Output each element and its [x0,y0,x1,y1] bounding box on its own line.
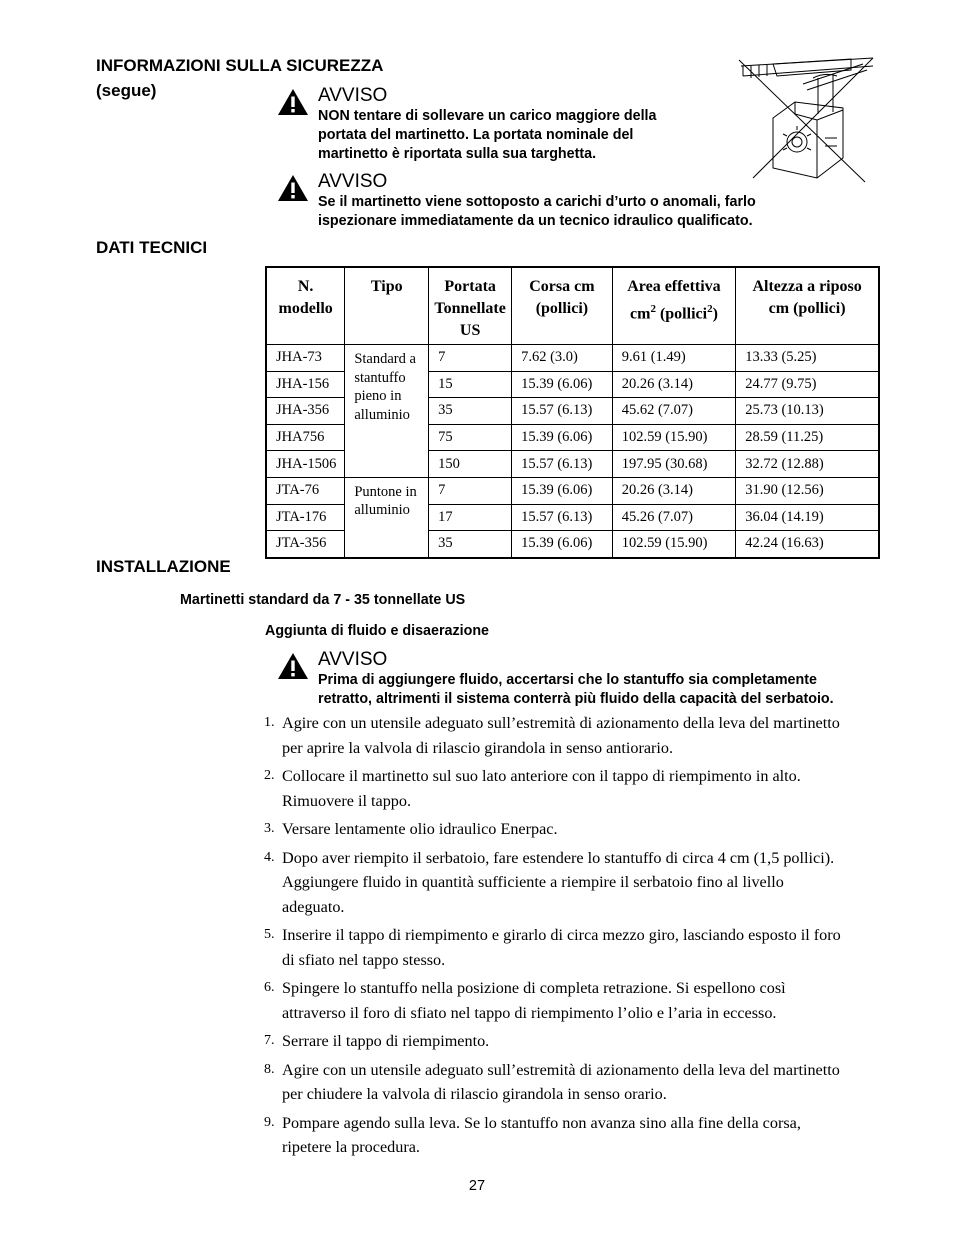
warning-title: AVVISO [318,171,388,192]
installation-subheading: Martinetti standard da 7 - 35 tonnellate US [180,592,466,608]
table-row: JHA756 75 15.39 (6.06) 102.59 (15.90) 28.59 (11.25) [266,424,879,451]
list-item: 4. Dopo aver riempito il serbatoio, fare estendere lo stantuffo di circa 4 cm (1,5 pollici). Aggiungere fluido in quantità sufficiente a riempire il serbatoio fino al livello adeguato. [264,848,835,916]
table-row: JHA-356 35 15.57 (6.13) 45.62 (7.07) 25.73 (10.13) [266,398,879,425]
list-item: 6. Spingere lo stantuffo nella posizione di completa retrazione. Si espellono così attraverso il foro di sfiato nel tappo di riempimento l’olio e l’aria in eccesso. [264,979,786,1022]
list-item: 7. Serrare il tappo di riempimento. [264,1032,490,1050]
list-item: 5. Inserire il tappo di riempimento e girarlo di circa mezzo giro, lasciando esposto il foro di sfiato nel tappo stesso. [264,926,841,969]
list-item: 8. Agire con un utensile adeguato sull’estremità di azionamento della leva del martinetto per chiudere la valvola di rilascio girandola in senso orario. [264,1060,840,1103]
col-header-height: Altezza a riposo cm (pollici) [736,267,879,345]
specs-heading: DATI TECNICI [96,238,208,257]
warning-fluid-fill [277,649,887,711]
col-header-capacity: Portata Tonnellate US [429,267,512,345]
list-item: 9. Pompare agendo sulla leva. Se lo stantuffo non avanza sino alla fine della corsa, ripetere la procedura. [264,1113,801,1156]
page-number: 27 [468,1178,486,1194]
table-row: JHA-1506 150 15.57 (6.13) 197.95 (30.68) 32.72 (12.88) [266,451,879,478]
installation-heading: INSTALLAZIONE [96,557,231,576]
warning-triangle-icon [277,652,309,680]
warning-title: AVVISO [318,85,388,106]
jack-off-center-load-illustration [733,54,878,184]
type-standard: Standard a stantuffo pieno in alluminio [345,345,429,478]
warning-load-capacity [277,85,717,165]
table-row: JTA-176 17 15.57 (6.13) 45.26 (7.07) 36.04 (14.19) [266,504,879,531]
safety-subheading: (segue) [96,81,157,100]
warning-text: Prima di aggiungere fluido, accertarsi che lo stantuffo sia completamente retratto, altrimenti il sistema conterrà più fluido della capacità del serbatoio. [318,672,834,707]
table-header-row [266,267,879,345]
list-item: 2. Collocare il martinetto sul suo lato anteriore con il tappo di riempimento in alto. Rimuovere il tappo. [264,767,801,810]
warning-title: AVVISO [318,649,388,670]
list-item: 3. Versare lentamente olio idraulico Enerpac. [264,820,558,838]
safety-heading: INFORMAZIONI SULLA SICUREZZA [96,56,384,75]
warning-text: Se il martinetto viene sottoposto a carichi d’urto o anomali, farlo ispezionare immediatamente da un tecnico idraulico qualificato. [318,194,756,229]
table-row: JTA-356 35 15.39 (6.06) 102.59 (15.90) 42.24 (16.63) [266,531,879,558]
list-item: 1. Agire con un utensile adeguato sull’estremità di azionamento della leva del martinetto per aprire la valvola di rilascio girandola in senso antiorario. [264,714,840,757]
col-header-area: Area effettiva $cm^2$ (pollici$^2$) [612,267,735,345]
table-row: JHA-156 15 15.39 (6.06) 20.26 (3.14) 24.77 (9.75) [266,371,879,398]
col-header-model: N. modello [266,267,345,345]
warning-triangle-icon [277,174,309,202]
col-header-stroke: Corsa cm (pollici) [512,267,613,345]
installation-subsubheading: Aggiunta di fluido e disaerazione [265,623,490,639]
table-row: JTA-76 Puntone in alluminio 7 15.39 (6.06) 20.26 (3.14) 31.90 (12.56) [266,477,879,504]
specs-table [265,266,880,559]
warning-triangle-icon [277,88,309,116]
type-strut: Puntone in alluminio [345,477,429,557]
warning-shock-load [277,171,837,233]
col-header-type: Tipo [345,267,429,345]
warning-text: NON tentare di sollevare un carico maggiore della portata del martinetto. La portata nominale del martinetto è riportata sulla sua targhetta. [318,108,657,162]
table-row: JHA-73 Standard a stantuffo pieno in alluminio 7 7.62 (3.0) 9.61 (1.49) 13.33 (5.25) [266,345,879,372]
installation-steps [264,711,884,1164]
